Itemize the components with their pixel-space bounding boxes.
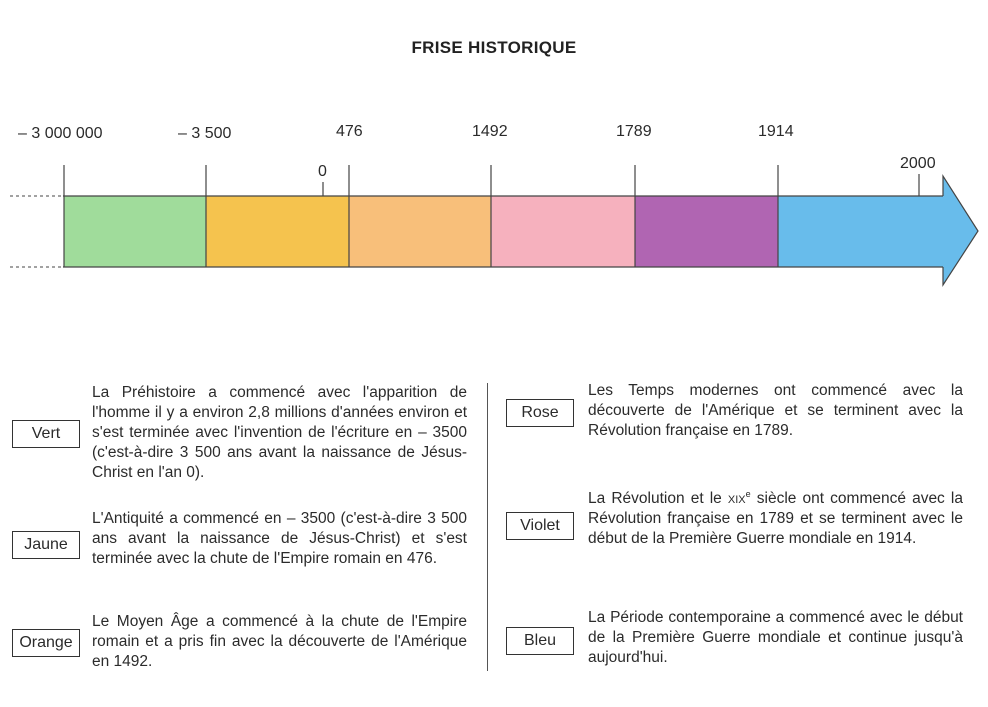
year-label-2000: 2000 (900, 155, 936, 172)
color-box-bleu: Bleu (506, 627, 574, 655)
year-label-zero: 0 (318, 163, 327, 180)
period-band-prehistoire (64, 196, 206, 267)
year-label-476: 476 (336, 123, 363, 140)
color-box-rose: Rose (506, 399, 574, 427)
column-divider (487, 383, 488, 671)
description-moyen-age: Le Moyen Âge a commencé à la chute de l'Empire romain et a pris fin avec la découverte de l'Amérique en 1492. (92, 613, 467, 670)
period-band-contemporaine (778, 176, 978, 285)
page-title: FRISE HISTORIQUE (411, 38, 577, 57)
timeline (0, 110, 988, 295)
year-label-1914: 1914 (758, 123, 794, 140)
year-label-minus-3000000: – 3 000 000 (18, 125, 103, 142)
description-contemporaine: La Période contemporaine a commencé avec le début de la Première Guerre mondiale et continue jusqu'à aujourd'hui. (588, 609, 963, 666)
description-temps-modernes: Les Temps modernes ont commencé avec la découverte de l'Amérique et se terminent avec la Révolution française en 1789. (588, 382, 963, 439)
period-band-antiquite (206, 196, 349, 267)
color-box-orange: Orange (12, 629, 80, 657)
century-sup: e (745, 489, 751, 499)
color-box-violet: Violet (506, 512, 574, 540)
century-numeral: xix (727, 490, 746, 508)
description-revolution-part2: siècle ont commencé avec la Révolution française en 1789 et se terminent avec le début de la Première Guerre mondiale en 1914. (588, 490, 963, 548)
year-label-minus-3500: – 3 500 (178, 125, 232, 142)
period-band-moyen-age (349, 196, 491, 267)
description-antiquite: L'Antiquité a commencé en – 3500 (c'est-à-dire 3 500 ans avant la naissance de Jésus-Christ) et s'est terminée avec la chute de l'Empire romain en 476. (92, 510, 467, 567)
year-label-1492: 1492 (472, 123, 508, 140)
period-band-revolution (635, 196, 778, 267)
color-box-jaune: Jaune (12, 531, 80, 559)
description-revolution (588, 484, 963, 549)
description-revolution-part1: La Révolution et le (588, 490, 728, 508)
year-label-1789: 1789 (616, 123, 652, 140)
description-prehistoire: La Préhistoire a commencé avec l'apparition de l'homme il y a environ 2,8 millions d'années environ et s'est terminée avec l'invention de l'écriture en – 3500 (c'est-à-dire 3 500 ans avant la naissance de Jésus-Christ en l'an 0). (92, 384, 467, 481)
period-band-temps-modernes (491, 196, 635, 267)
color-box-vert: Vert (12, 420, 80, 448)
